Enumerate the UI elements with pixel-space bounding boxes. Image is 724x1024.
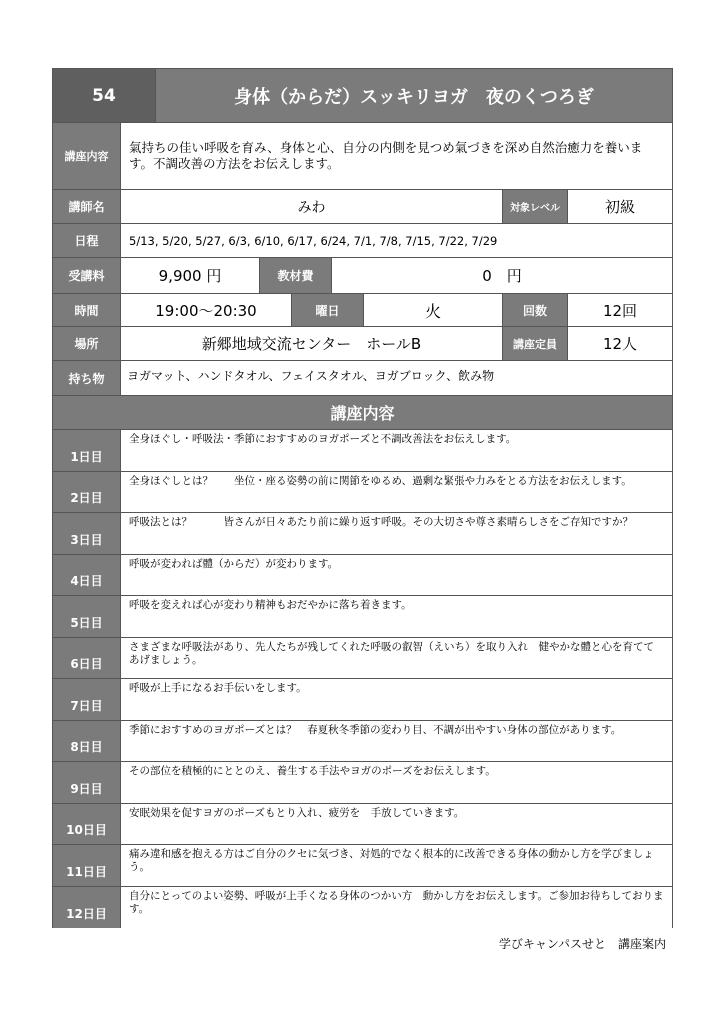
footer-text: 学びキャンパスせと 講座案内 xyxy=(498,937,666,951)
day-label: 5日目 xyxy=(53,596,121,637)
day-text: 呼吸法とは？ 皆さんが日々あたり前に繰り返す呼吸。その大切さや尊さ素晴らしさをご存知ですか？ xyxy=(121,513,672,554)
day-label: 12日目 xyxy=(53,887,121,929)
day-row xyxy=(53,679,672,721)
place-value: 新郷地域交流センター ホールB xyxy=(121,327,502,360)
time-label: 時間 xyxy=(53,294,121,326)
day-label: 11日目 xyxy=(53,845,121,886)
course-sheet xyxy=(52,68,673,928)
place-row xyxy=(53,327,672,361)
count-label: 回数 xyxy=(502,294,568,326)
day-text: 安眠効果を促すヨガのポーズもとり入れ、疲労を 手放していきます。 xyxy=(121,804,672,845)
level-value: 初級 xyxy=(568,190,672,223)
day-label: 10日目 xyxy=(53,804,121,845)
weekday-label: 曜日 xyxy=(291,294,364,326)
day-label: 9日目 xyxy=(53,762,121,803)
day-text: 全身ほぐしとは？ 坐位・座る姿勢の前に関節をゆるめ、過剰な緊張や力みをとる方法をお伝えします。 xyxy=(121,472,672,513)
schedule-row xyxy=(53,224,672,258)
day-text: 痛み違和感を抱える方はご自分のクセに気づき、対処的でなく根本的に改善できる身体の動かし方を学びましょう。 xyxy=(121,845,672,886)
belongings-row xyxy=(53,361,672,396)
schedule-label: 日程 xyxy=(53,224,121,257)
day-label: 7日目 xyxy=(53,679,121,720)
day-text: その部位を積極的にととのえ、養生する手法やヨガのポーズをお伝えします。 xyxy=(121,762,672,803)
course-number: 54 xyxy=(53,69,156,122)
schedule-value: 5/13, 5/20, 5/27, 6/3, 6/10, 6/17, 6/24, 7/1, 7/8, 7/15, 7/22, 7/29 xyxy=(121,224,672,257)
section-header: 講座内容 xyxy=(53,396,672,429)
time-value: 19:00〜20:30 xyxy=(121,294,291,326)
instructor-row xyxy=(53,190,672,224)
level-label: 対象レベル xyxy=(502,190,568,223)
fee-row xyxy=(53,258,672,294)
count-value: 12回 xyxy=(568,294,672,326)
day-text: 呼吸が上手になるお手伝いをします。 xyxy=(121,679,672,720)
belongings-value: ヨガマット、ハンドタオル、フェイスタオル、ヨガブロック、飲み物 xyxy=(121,361,672,395)
day-row xyxy=(53,472,672,514)
material-value: 0 円 xyxy=(332,258,672,293)
section-header-row xyxy=(53,396,672,430)
belongings-label: 持ち物 xyxy=(53,361,121,395)
instructor-value: みわ xyxy=(121,190,502,223)
day-label: 4日目 xyxy=(53,555,121,596)
day-label: 3日目 xyxy=(53,513,121,554)
day-row xyxy=(53,513,672,555)
day-text: 季節におすすめのヨガポーズとは？ 春夏秋冬季節の変わり目、不調が出やすい身体の部位があります。 xyxy=(121,721,672,762)
day-row xyxy=(53,596,672,638)
day-row xyxy=(53,555,672,597)
day-row xyxy=(53,638,672,680)
day-text: 自分にとってのよい姿勢、呼吸が上手くなる身体のつかい方 動かし方をお伝えします。ご参加お待ちしております。 xyxy=(121,887,672,929)
day-row xyxy=(53,430,672,472)
day-label: 6日目 xyxy=(53,638,121,679)
day-text: 呼吸が変われば體（からだ）が変わります。 xyxy=(121,555,672,596)
day-text: 全身ほぐし・呼吸法・季節におすすめのヨガポーズと不調改善法をお伝えします。 xyxy=(121,430,672,471)
title-row xyxy=(53,69,672,123)
day-row xyxy=(53,887,672,929)
day-label: 8日目 xyxy=(53,721,121,762)
fee-label: 受講料 xyxy=(53,258,121,293)
weekday-value: 火 xyxy=(364,294,502,326)
day-row xyxy=(53,804,672,846)
course-title: 身体（からだ）スッキリヨガ 夜のくつろぎ xyxy=(156,69,672,122)
fee-value: 9,900 円 xyxy=(121,258,259,293)
day-row xyxy=(53,845,672,887)
day-label: 2日目 xyxy=(53,472,121,513)
day-text: 呼吸を変えれば心が変わり精神もおだやかに落ち着きます。 xyxy=(121,596,672,637)
place-label: 場所 xyxy=(53,327,121,360)
content-row xyxy=(53,123,672,190)
material-label: 教材費 xyxy=(259,258,332,293)
time-row xyxy=(53,294,672,327)
day-label: 1日目 xyxy=(53,430,121,471)
content-label: 講座内容 xyxy=(53,123,121,189)
capacity-value: 12人 xyxy=(568,327,672,360)
content-text: 氣持ちの佳い呼吸を育み、身体と心、自分の内側を見つめ氣づきを深め自然治癒力を養います。不調改善の方法をお伝えします。 xyxy=(121,123,672,189)
day-text: さまざまな呼吸法があり、先人たちが残してくれた呼吸の叡智（えいち）を取り入れ 健やかな體と心を育ててあげましょう。 xyxy=(121,638,672,679)
capacity-label: 講座定員 xyxy=(502,327,568,360)
instructor-label: 講師名 xyxy=(53,190,121,223)
day-row xyxy=(53,721,672,763)
day-row xyxy=(53,762,672,804)
